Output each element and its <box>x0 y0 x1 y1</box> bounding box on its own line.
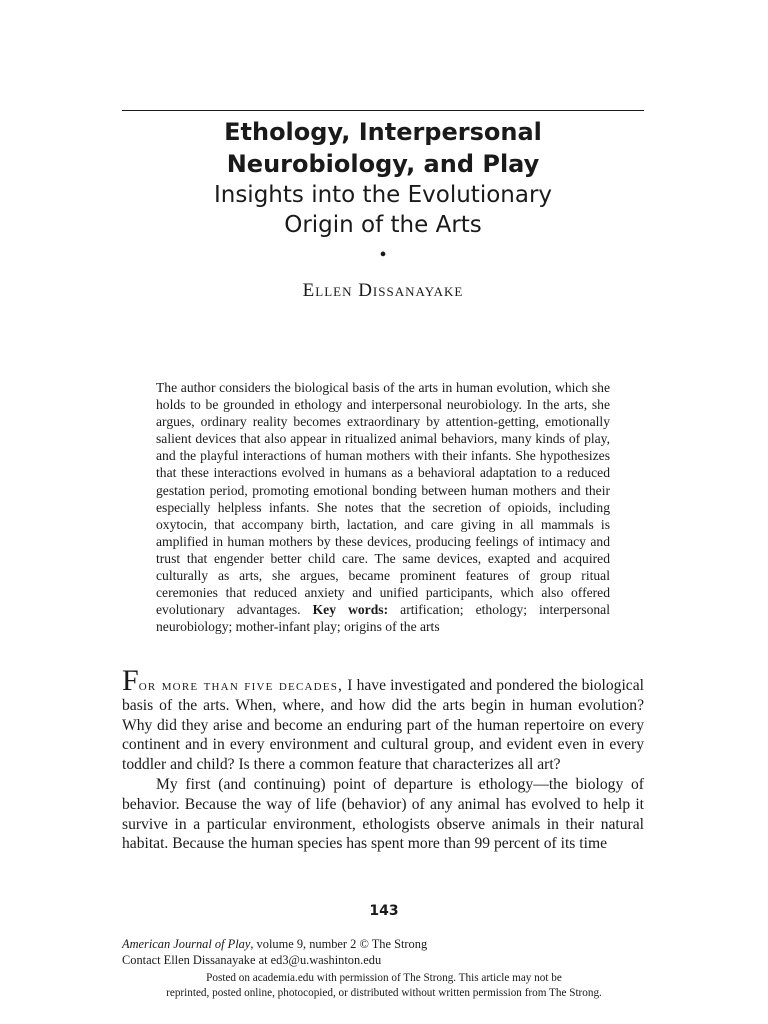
keywords-label: Key words: <box>312 602 389 618</box>
notice-line-1: Posted on academia.edu with permission of The Strong. This article may not be <box>206 972 562 984</box>
article-header <box>122 116 644 302</box>
journal-citation <box>122 936 644 952</box>
paragraph-1-text: I have investigated and pondered the biological basis of the arts. When, where, and how did the arts begin in human evolution? Why did they arise and become an enduring part of the human repertoire on every continent and in every environment and cultural group, and evident even in every toddler and child? Is there a common feature that characterizes all art? <box>122 677 644 774</box>
body-paragraph-2: My first (and continuing) point of departure is ethology—the biology of behavior. Because the way of life (behavior) of any animal has evolved to help it survive in a particular environment, ethologists observe animals in their natural habitat. Because the human species has spent more than 99 percent of its time <box>122 775 644 853</box>
journal-name: American Journal of Play <box>122 937 251 951</box>
bullet-separator: • <box>379 244 387 266</box>
abstract <box>156 379 610 635</box>
keywords-list: artification; ethology; interpersonal neurobiology; mother-infant play; origins of the arts <box>156 602 610 635</box>
footer <box>122 936 644 968</box>
permission-notice <box>120 971 648 1000</box>
abstract-text: The author considers the biological basis of the arts in human evolution, which she holds to be grounded in ethology and interpersonal neurobiology. In the arts, she argues, ordinary reality becomes extraordinary by attention-getting, emotionally salient devices that also appear in ritualized animal behaviors, many kinds of play, and the playful interactions of human mothers with their infants. She hypothesizes that these interactions evolved in humans as a behavioral adaptation to a reduced gestation period, promoting emotional bonding between human mothers and their especially helpless infants. She notes that the secretion of opioids, including oxytocin, that accompany birth, lactation, and care giving in all mammals is amplified in human mothers by these devices, producing feelings of intimacy and trust that engender better child care. The same devices, exapted and acquired culturally as arts, she argues, became prominent features of group ritual ceremonies that reduced anxiety and unified participants, which also offered evolutionary advantages. <box>156 380 610 618</box>
title-line-2: Neurobiology, and Play <box>226 150 540 178</box>
page-number: 143 <box>369 903 399 919</box>
subtitle-line-1: Insights into the Evolutionary <box>213 182 553 208</box>
opening-small-caps: or more than five decades, <box>138 677 344 694</box>
body-text <box>122 664 644 854</box>
notice-line-2: reprinted, posted online, photocopied, or distributed without written permission from The Strong. <box>166 986 602 999</box>
drop-cap: F <box>122 664 139 697</box>
subtitle-line-2: Origin of the Arts <box>284 212 482 238</box>
body-paragraph-1 <box>122 664 644 775</box>
contact-line: Contact Ellen Dissanayake at ed3@u.washinton.edu <box>122 953 382 967</box>
journal-details: , volume 9, number 2 © The Strong <box>250 937 428 951</box>
header-rule <box>122 110 644 111</box>
title-line-1: Ethology, Interpersonal <box>224 118 542 146</box>
author-name: Ellen Dissanayake <box>302 280 464 301</box>
